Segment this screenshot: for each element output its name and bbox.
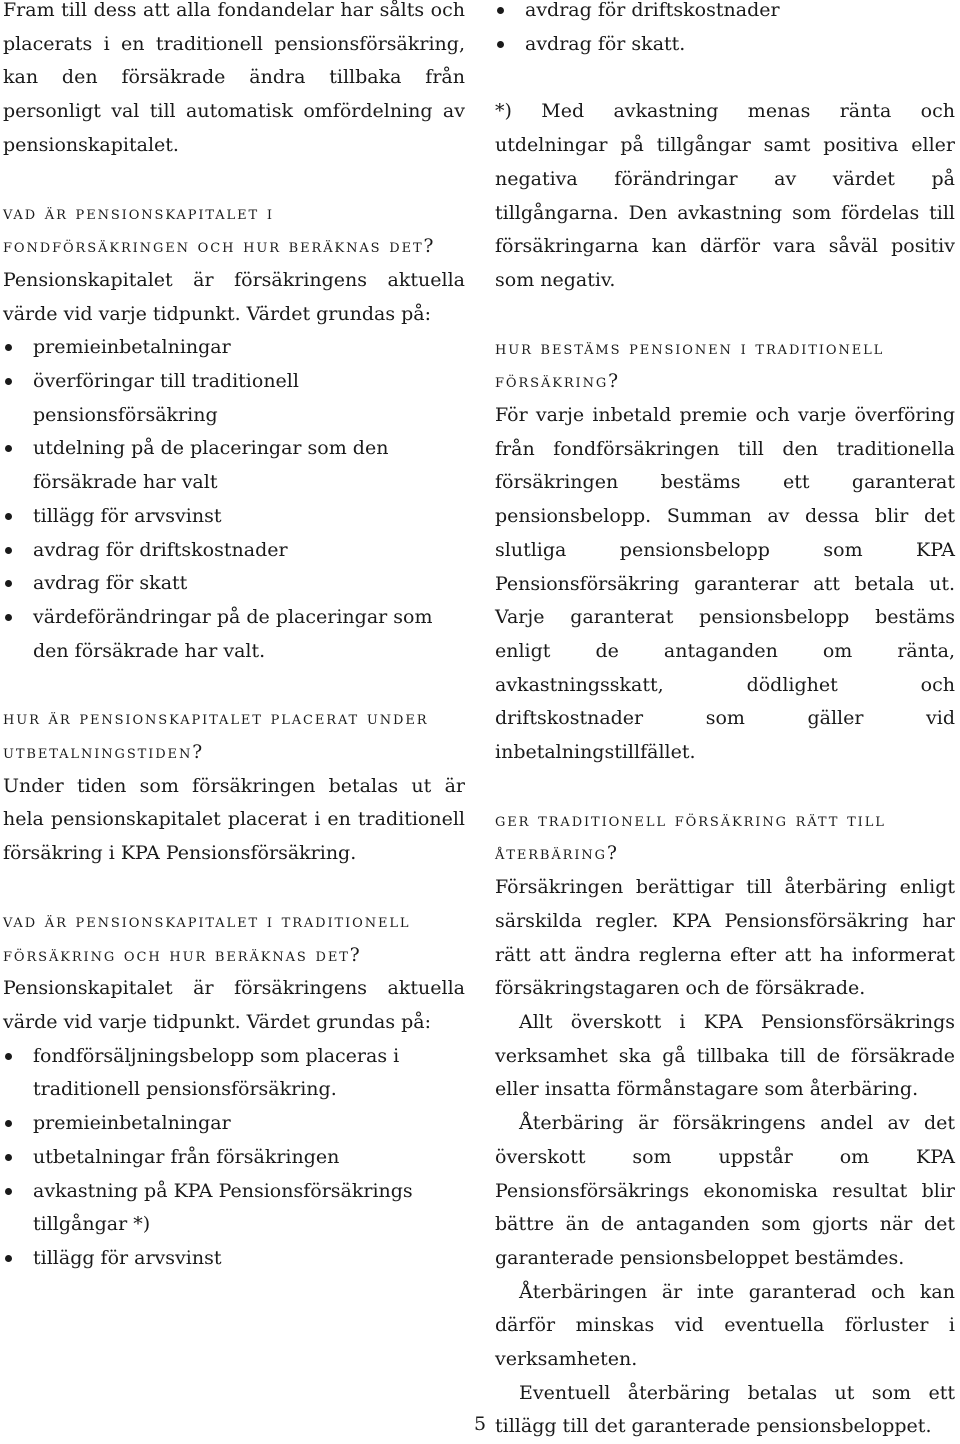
list-item: avkastning på KPA Pensionsförsäkrings tillgångar *)	[3, 1175, 465, 1242]
bullet-icon	[5, 1188, 12, 1195]
section-body-pension-determination: För varje inbetald premie och varje överföring från fondförsäkringen till den traditionella försäkringen bestäms ett garanterat pensionsbelopp. Summan av dessa blir det slutliga pensionsbelopp som KPA Pensionsförsäkring garanterar att betala ut. Varje garanterat pensionsbelopp bestäms enligt de antaganden om ränta, avkastningsskatt, dödlighet och driftskostnader som gäller vid inbetalningstillfället.	[495, 404, 955, 764]
bullet-icon	[5, 1154, 12, 1161]
intro-paragraph: Fram till dess att alla fondandelar har sålts och placerats i en traditionell pensionsförsäkring, kan den försäkrade ändra tillbaka från personligt val till automatisk omfördelning av pensionskapitalet.	[3, 0, 465, 156]
section-body-payout-placement: Under tiden som försäkringen betalas ut är hela pensionskapitalet placerat i en traditionell försäkring i KPA Pensionsförsäkring.	[3, 774, 465, 865]
bonus-paragraph: Allt överskott i KPA Pensionsförsäkrings verksamhet ska gå tillbaka till de försäkrade eller insatta förmånstagare som återbäring.	[495, 1010, 955, 1101]
section-heading-bonus: ger traditionell försäkring rätt till återbäring?	[495, 809, 886, 865]
list-item: tillägg för arvsvinst	[3, 1242, 465, 1276]
bullet-icon	[5, 1053, 12, 1060]
traditional-capital-bullet-list	[3, 1040, 465, 1276]
bullet-icon	[5, 614, 12, 621]
bullet-icon	[5, 513, 12, 520]
bullet-icon	[5, 445, 12, 452]
fund-capital-bullet-list	[3, 331, 465, 668]
list-item: avdrag för driftskostnader	[3, 534, 465, 568]
list-item: fondförsäljningsbelopp som placeras i traditionell pensionsförsäkring.	[3, 1040, 465, 1107]
bullet-icon	[497, 41, 504, 48]
list-item: utdelning på de placeringar som den försäkrade har valt	[3, 432, 465, 499]
section-heading-payout-placement: hur är pensionskapitalet placerat under utbetalningstiden?	[3, 708, 429, 764]
bullet-icon	[5, 344, 12, 351]
bonus-paragraph: Återbäring är försäkringens andel av det överskott som uppstår om KPA Pensionsförsäkrings ekonomiska resultat blir bättre än de antaganden som gjorts när det garanterade pensionsbeloppet bestämdes.	[495, 1112, 955, 1269]
list-item: premieinbetalningar	[3, 331, 465, 365]
bullet-icon	[5, 1255, 12, 1262]
list-item: avdrag för driftskostnader	[495, 0, 955, 28]
list-item: överföringar till traditionell pensionsförsäkring	[3, 365, 465, 432]
list-item: avdrag för skatt.	[495, 28, 955, 62]
bonus-paragraph: Återbäringen är inte garanterad och kan därför minskas vid eventuella förluster i verksamheten.	[495, 1280, 955, 1371]
right-column	[495, 0, 955, 1444]
section-body-traditional-capital: Pensionskapitalet är försäkringens aktuella värde vid varje tidpunkt. Värdet grundas på:	[3, 977, 465, 1033]
section-heading-fund-capital: vad är pensionskapitalet i fondförsäkringen och hur beräknas det?	[3, 202, 436, 258]
section-body-fund-capital: Pensionskapitalet är försäkringens aktuella värde vid varje tidpunkt. Värdet grundas på:	[3, 268, 465, 325]
bullet-icon	[5, 378, 12, 385]
page-number: 5	[473, 1413, 487, 1435]
bullet-icon	[5, 580, 12, 587]
bonus-paragraph: Eventuell återbäring betalas ut som ett tillägg till det garanterade pensionsbeloppet.	[495, 1381, 955, 1438]
continued-bullet-list	[495, 0, 955, 61]
list-item: värdeförändringar på de placeringar som den försäkrade har valt.	[3, 601, 465, 668]
left-column	[3, 0, 465, 1276]
bullet-icon	[5, 1120, 12, 1127]
list-item: premieinbetalningar	[3, 1107, 465, 1141]
footnote-paragraph: *) Med avkastning menas ränta och utdelningar på tillgångar samt positiva eller negativa förändringar av värdet på tillgångarna. Den avkastning som fördelas till försäkringarna kan därför vara såväl positiv som negativ.	[495, 100, 955, 291]
bonus-paragraph: Försäkringen berättigar till återbäring enligt särskilda regler. KPA Pensionsförsäkring har rätt att ändra reglerna efter att ha informerat försäkringstagaren och de försäkrade.	[495, 876, 955, 1000]
list-item: tillägg för arvsvinst	[3, 500, 465, 534]
list-item: utbetalningar från försäkringen	[3, 1141, 465, 1175]
bullet-icon	[497, 7, 504, 14]
section-heading-pension-determination: hur bestäms pensionen i traditionell försäkring?	[495, 337, 885, 393]
bullet-icon	[5, 547, 12, 554]
section-heading-traditional-capital: vad är pensionskapitalet i traditionell försäkring och hur beräknas det?	[3, 910, 411, 966]
list-item: avdrag för skatt	[3, 567, 465, 601]
